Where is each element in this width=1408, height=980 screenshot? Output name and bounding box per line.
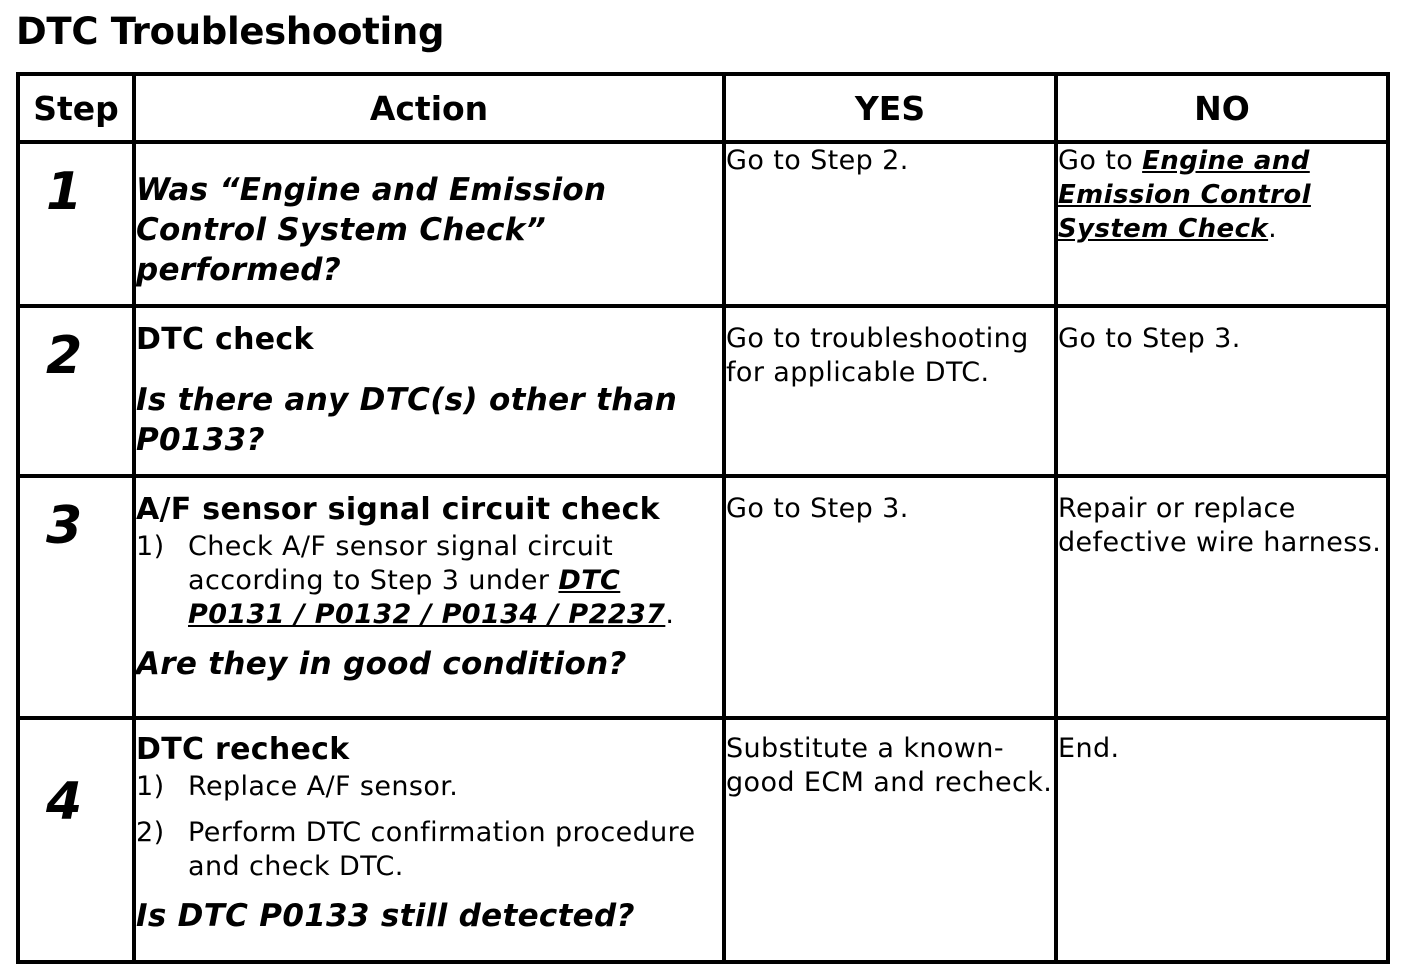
table-header-row [18, 74, 1388, 142]
list-item [136, 530, 722, 632]
table-row [18, 476, 1388, 718]
no-cell [1056, 476, 1388, 718]
step-question: Was “Engine and Emission Control System Check” performed? [136, 172, 607, 288]
troubleshooting-table [16, 72, 1390, 964]
item-number: 1) [136, 531, 165, 563]
yes-text: Substitute a known-good ECM and recheck. [726, 733, 1053, 799]
step-question: Is there any DTC(s) other than P0133? [136, 382, 678, 458]
no-text-suffix: . [1268, 213, 1278, 244]
yes-cell [724, 476, 1056, 718]
step-heading: A/F sensor signal circuit check [136, 492, 660, 528]
header-yes: YES [724, 74, 1056, 142]
action-cell [134, 718, 724, 962]
table-row [18, 142, 1388, 306]
yes-cell [724, 142, 1056, 306]
list-item [136, 816, 722, 884]
no-cell [1056, 142, 1388, 306]
action-cell [134, 142, 724, 306]
action-cell [134, 306, 724, 476]
step-number: 3 [46, 496, 83, 557]
item-number: 2) [136, 817, 165, 849]
item-number: 1) [136, 771, 165, 803]
step-number: 4 [46, 772, 83, 833]
yes-text: Go to Step 3. [726, 493, 909, 525]
step-question: Are they in good condition? [136, 646, 627, 683]
yes-text: Go to Step 2. [726, 145, 909, 176]
yes-cell [724, 306, 1056, 476]
step-heading: DTC check [136, 322, 314, 357]
item-text: Check A/F sensor signal circuit according to Step 3 under [188, 531, 614, 597]
step-number: 1 [46, 162, 83, 222]
yes-cell [724, 718, 1056, 962]
step-heading: DTC recheck [136, 732, 350, 768]
step-cell [18, 476, 134, 718]
item-text: Replace A/F sensor. [188, 771, 459, 803]
header-no: NO [1056, 74, 1388, 142]
step-number: 2 [46, 326, 83, 386]
no-text: End. [1058, 733, 1120, 765]
item-body [188, 530, 722, 632]
header-action: Action [134, 74, 724, 142]
table-row [18, 306, 1388, 476]
dtc-reference-link[interactable]: DTC P0131 / P0132 / P0134 / P2237 [188, 565, 666, 631]
engine-emission-check-link[interactable]: Engine and Emission Control System Check [1058, 146, 1311, 244]
no-cell [1056, 306, 1388, 476]
yes-text: Go to troubleshooting for applicable DTC. [726, 323, 1029, 388]
header-step: Step [18, 74, 134, 142]
step-cell [18, 718, 134, 962]
list-item [136, 770, 722, 804]
action-cell [134, 476, 724, 718]
item-text: Perform DTC confirmation procedure and check DTC. [188, 817, 696, 883]
page-title: DTC Troubleshooting [16, 10, 445, 53]
step-question: Is DTC P0133 still detected? [136, 898, 635, 935]
procedure-list [136, 770, 722, 884]
no-text-prefix: Go to [1058, 145, 1143, 176]
step-cell [18, 306, 134, 476]
procedure-list [136, 530, 722, 632]
no-text: Go to Step 3. [1058, 323, 1241, 354]
step-cell [18, 142, 134, 306]
no-cell [1056, 718, 1388, 962]
no-text: Repair or replace defective wire harness. [1058, 493, 1382, 559]
item-suffix: . [665, 599, 675, 631]
table-row [18, 718, 1388, 962]
